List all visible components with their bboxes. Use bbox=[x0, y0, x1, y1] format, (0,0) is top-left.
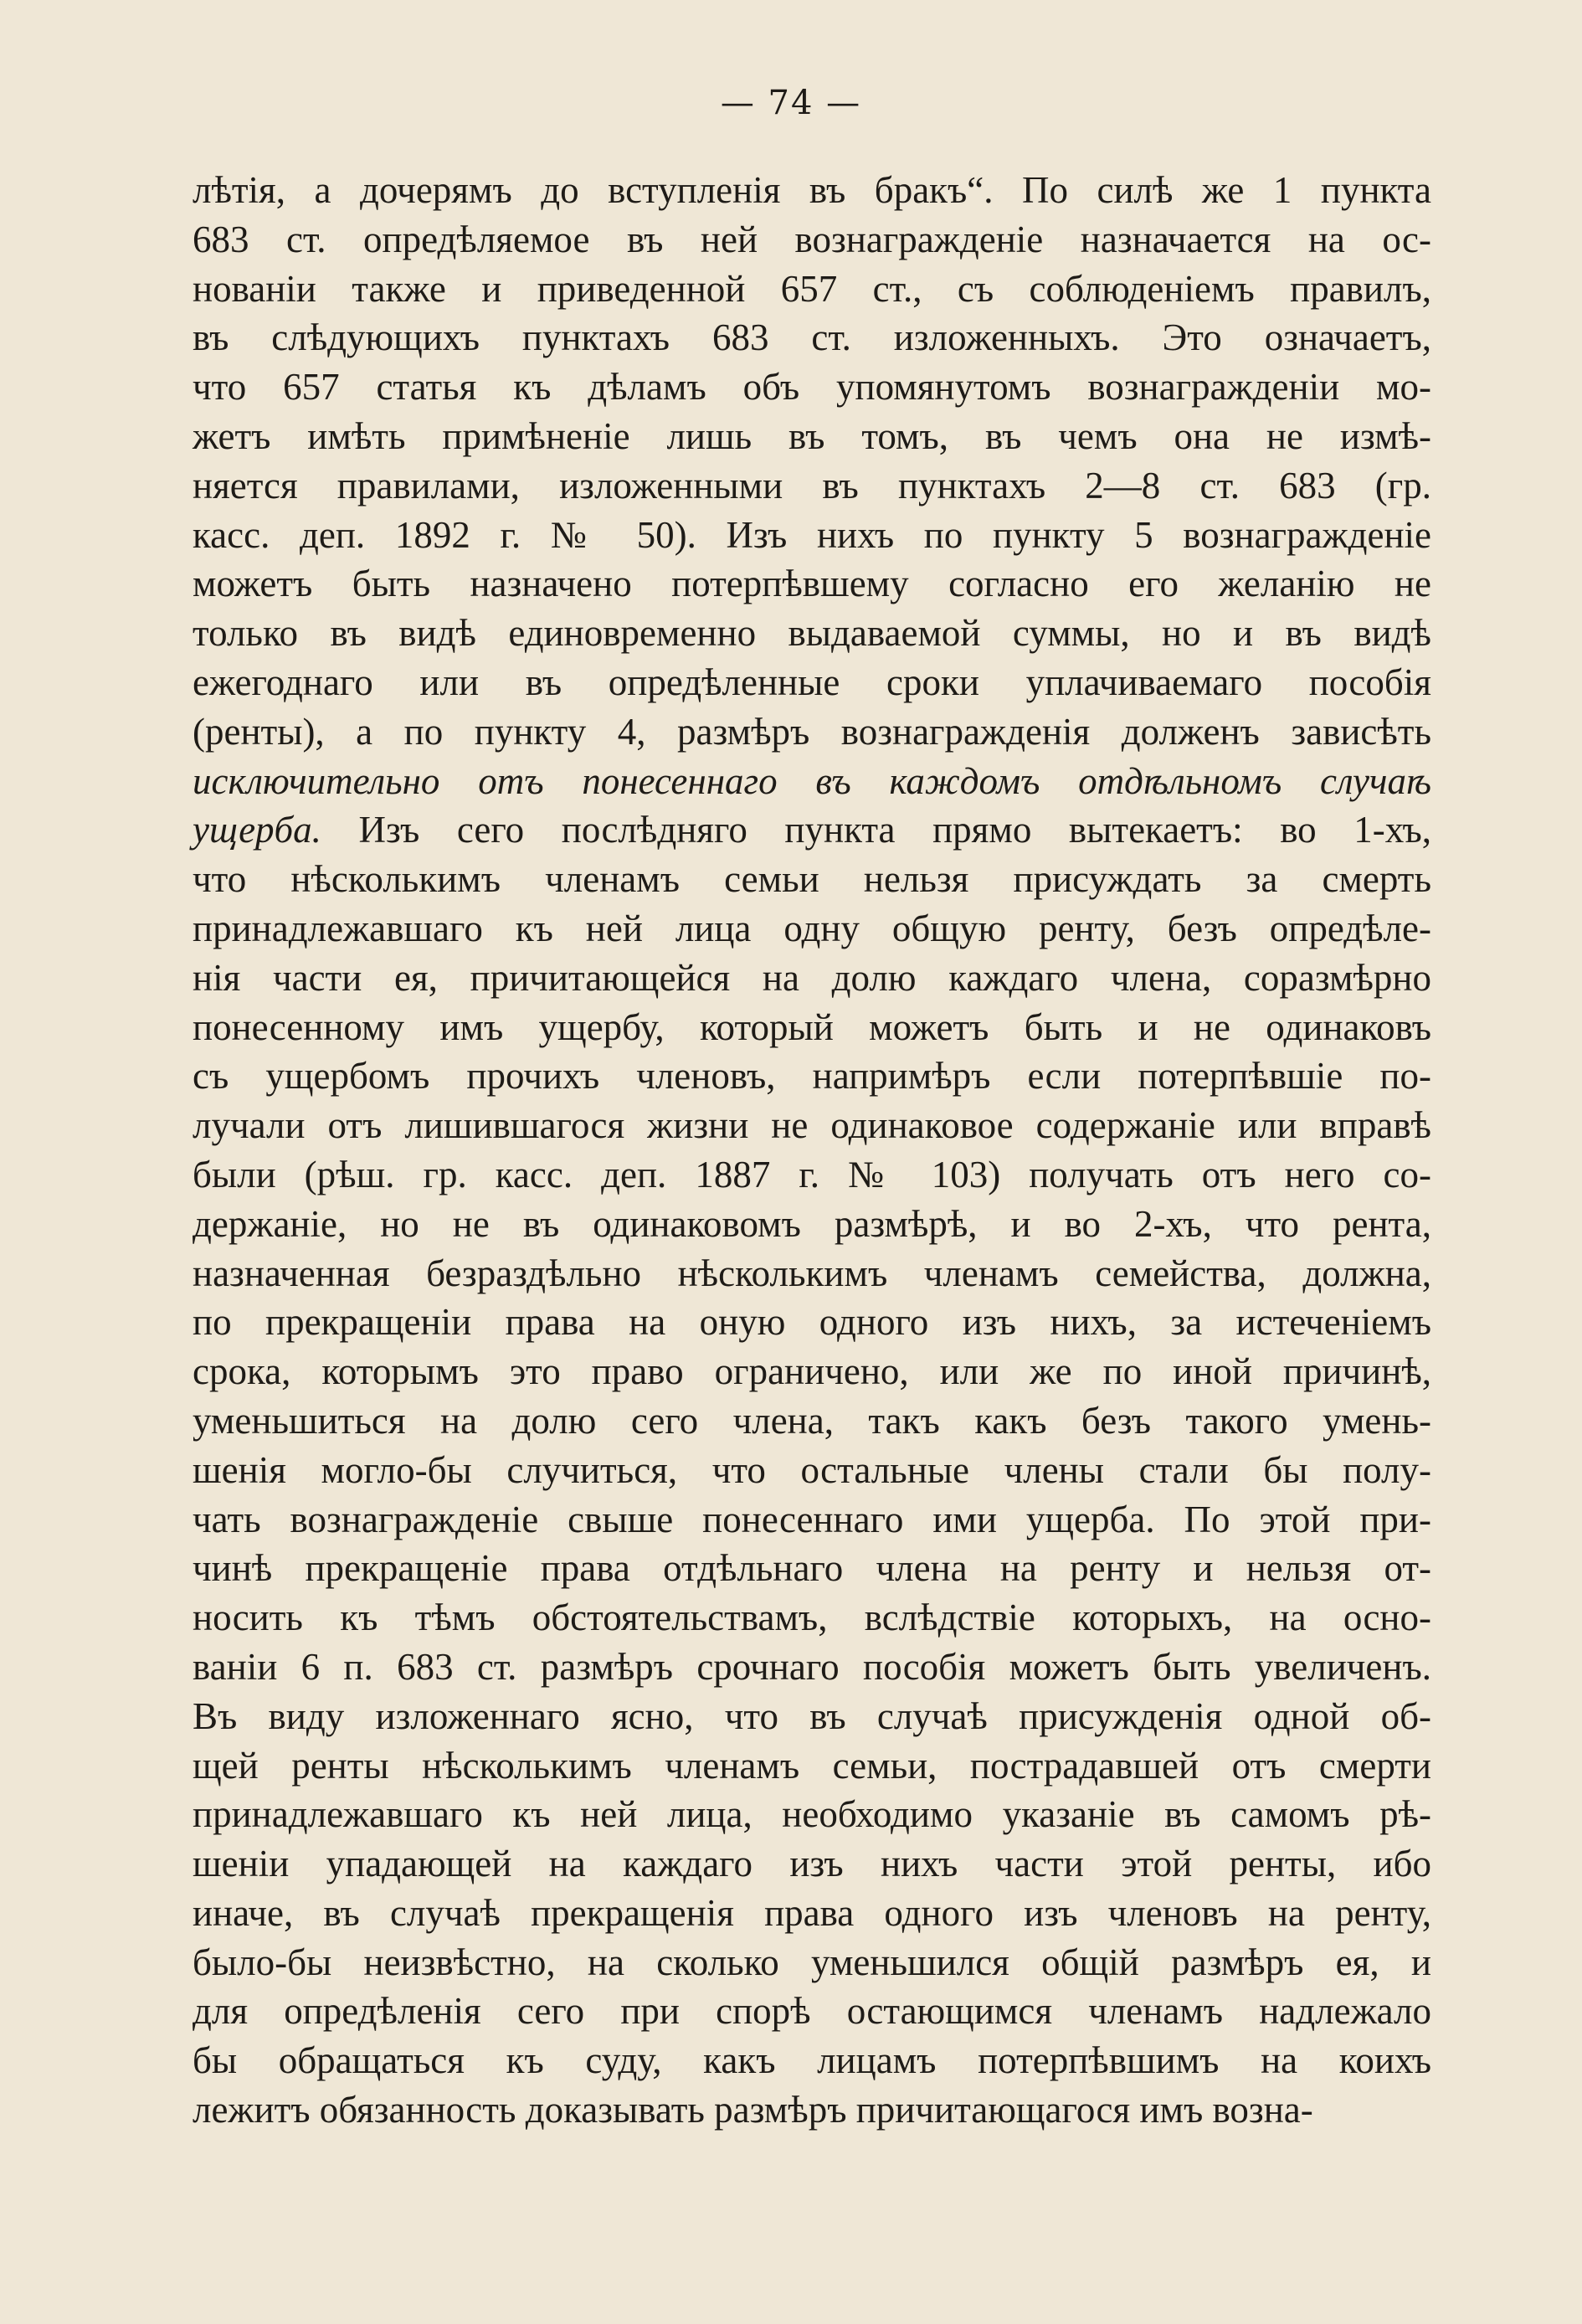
text-line bbox=[193, 954, 1431, 1003]
text-segment: Въ виду изложеннаго ясно, что въ случаѣ присужденія одной об- bbox=[193, 1694, 1431, 1737]
text-line bbox=[193, 1938, 1431, 1987]
text-line bbox=[193, 461, 1431, 511]
text-line bbox=[193, 855, 1431, 904]
text-segment: Изъ сего послѣдняго пункта прямо вытекаетъ: во 1-хъ, bbox=[321, 809, 1431, 851]
text-segment: шеніи упадающей на каждаго изъ нихъ части этой ренты, ибо bbox=[193, 1843, 1431, 1885]
text-segment: по прекращеніи права на оную одного изъ нихъ, за истеченіемъ bbox=[193, 1301, 1431, 1344]
text-line bbox=[193, 1347, 1431, 1396]
text-line bbox=[193, 1593, 1431, 1643]
text-segment: были (рѣш. гр. касс. деп. 1887 г. № 103) получать отъ него со- bbox=[193, 1153, 1431, 1195]
text-segment: жетъ имѣть примѣненіе лишь въ томъ, въ чемъ она не измѣ- bbox=[193, 414, 1431, 457]
text-line bbox=[193, 609, 1431, 658]
text-line bbox=[193, 1495, 1431, 1545]
text-line bbox=[193, 1790, 1431, 1839]
text-line bbox=[193, 511, 1431, 560]
text-segment: уменьшиться на долю сего члена, такъ какъ безъ такого умень- bbox=[193, 1399, 1431, 1442]
text-segment: съ ущербомъ прочихъ членовъ, напримѣръ если потерпѣвшіе по- bbox=[193, 1055, 1431, 1098]
text-segment: иначе, въ случаѣ прекращенія права одного изъ членовъ на ренту, bbox=[193, 1891, 1431, 1934]
text-segment: можетъ быть назначено потерпѣвшему согласно его желанію не bbox=[193, 563, 1431, 605]
text-line bbox=[193, 1101, 1431, 1150]
text-line bbox=[193, 904, 1431, 954]
text-line bbox=[193, 805, 1431, 855]
text-segment: чинѣ прекращеніе права отдѣльнаго члена на ренту и нельзя от- bbox=[193, 1547, 1431, 1590]
text-line bbox=[193, 362, 1431, 412]
text-line bbox=[193, 1396, 1431, 1446]
text-line bbox=[193, 1003, 1431, 1052]
page-number: — 74 — bbox=[720, 84, 862, 122]
text-segment: нія части ея, причитающейся на долю каждаго члена, соразмѣрно bbox=[193, 956, 1431, 999]
text-segment: что нѣсколькимъ членамъ семьи нельзя присуждать за смерть bbox=[193, 858, 1431, 901]
text-line bbox=[193, 1200, 1431, 1249]
text-line bbox=[193, 707, 1431, 757]
text-segment: нованіи также и приведенной 657 ст., съ соблюденіемъ правилъ, bbox=[193, 267, 1431, 310]
text-segment: принадлежавшаго къ ней лица одну общую ренту, безъ опредѣле- bbox=[193, 907, 1431, 949]
text-line bbox=[193, 1249, 1431, 1298]
text-segment: лѣтія, а дочерямъ до вступленія въ бракъ“. По силѣ же 1 пункта bbox=[193, 169, 1431, 211]
text-segment: бы обращаться къ суду, какъ лицамъ потерпѣвшимъ на коихъ bbox=[193, 2039, 1431, 2082]
text-line bbox=[193, 265, 1431, 314]
text-line bbox=[193, 1692, 1431, 1741]
text-segment: лучали отъ лишившагося жизни не одинаковое содержаніе или вправѣ bbox=[193, 1104, 1431, 1147]
text-segment: было-бы неизвѣстно, на сколько уменьшился общій размѣръ ея, и bbox=[193, 1941, 1431, 1983]
text-line bbox=[193, 1544, 1431, 1593]
text-line bbox=[193, 2085, 1431, 2135]
text-line bbox=[193, 313, 1431, 362]
body-text bbox=[193, 166, 1431, 2135]
text-segment: лежитъ обязанность доказывать размѣръ причитающагося имъ возна- bbox=[193, 2089, 1313, 2131]
text-segment: ваніи 6 п. 683 ст. размѣръ срочнаго пособія можетъ быть увеличенъ. bbox=[193, 1645, 1431, 1688]
text-line bbox=[193, 2036, 1431, 2085]
text-segment: касс. деп. 1892 г. № 50). Изъ нихъ по пункту 5 вознагражденіе bbox=[193, 513, 1431, 556]
text-line bbox=[193, 412, 1431, 461]
text-segment: понесенному имъ ущербу, который можетъ быть и не одинаковъ bbox=[193, 1005, 1431, 1048]
text-segment: держаніе, но не въ одинаковомъ размѣрѣ, и во 2-хъ, что рента, bbox=[193, 1202, 1431, 1245]
text-line bbox=[193, 1643, 1431, 1692]
text-line bbox=[193, 1051, 1431, 1101]
text-line bbox=[193, 215, 1431, 265]
text-segment: ежегоднаго или въ опредѣленные сроки уплачиваемаго пособія bbox=[193, 661, 1431, 703]
text-segment: только въ видѣ единовременно выдаваемой суммы, но и въ видѣ bbox=[193, 612, 1431, 655]
text-segment: что 657 статья къ дѣламъ объ упомянутомъ вознагражденіи мо- bbox=[193, 366, 1431, 409]
text-segment: чать вознагражденіе свыше понесеннаго ими ущерба. По этой при- bbox=[193, 1498, 1431, 1540]
text-line bbox=[193, 1150, 1431, 1200]
text-segment: (ренты), а по пункту 4, размѣръ вознагражденія долженъ зависѣть bbox=[193, 710, 1431, 753]
text-segment: щей ренты нѣсколькимъ членамъ семьи, пострадавшей отъ смерти bbox=[193, 1744, 1431, 1787]
text-segment: носить къ тѣмъ обстоятельствамъ, вслѣдствіе которыхъ, на осно- bbox=[193, 1596, 1431, 1639]
text-line bbox=[193, 1889, 1431, 1938]
text-line bbox=[193, 166, 1431, 215]
italic-text-segment: ущерба. bbox=[193, 809, 321, 851]
italic-text-segment: исключительно отъ понесеннаго въ каждомъ отдѣльномъ случаѣ bbox=[193, 759, 1431, 802]
text-line bbox=[193, 1446, 1431, 1495]
text-segment: для опредѣленія сего при спорѣ остающимся членамъ надлежало bbox=[193, 1990, 1431, 2033]
text-line bbox=[193, 1839, 1431, 1889]
text-segment: няется правилами, изложенными въ пунктахъ 2—8 ст. 683 (гр. bbox=[193, 464, 1431, 506]
text-line bbox=[193, 559, 1431, 609]
text-line bbox=[193, 1741, 1431, 1791]
text-line bbox=[193, 1987, 1431, 2036]
text-segment: въ слѣдующихъ пунктахъ 683 ст. изложенныхъ. Это означаетъ, bbox=[193, 316, 1431, 359]
text-segment: срока, которымъ это право ограничено, или же по иной причинѣ, bbox=[193, 1350, 1431, 1393]
text-segment: 683 ст. опредѣляемое въ ней вознагражденіе назначается на ос- bbox=[193, 218, 1431, 260]
text-segment: шенія могло-бы случиться, что остальные члены стали бы полу- bbox=[193, 1448, 1431, 1491]
text-line bbox=[193, 1298, 1431, 1347]
text-segment: принадлежавшаго къ ней лица, необходимо указаніе въ самомъ рѣ- bbox=[193, 1793, 1431, 1836]
text-line bbox=[193, 658, 1431, 707]
text-segment: назначенная безраздѣльно нѣсколькимъ членамъ семейства, должна, bbox=[193, 1252, 1431, 1294]
text-line bbox=[193, 757, 1431, 806]
